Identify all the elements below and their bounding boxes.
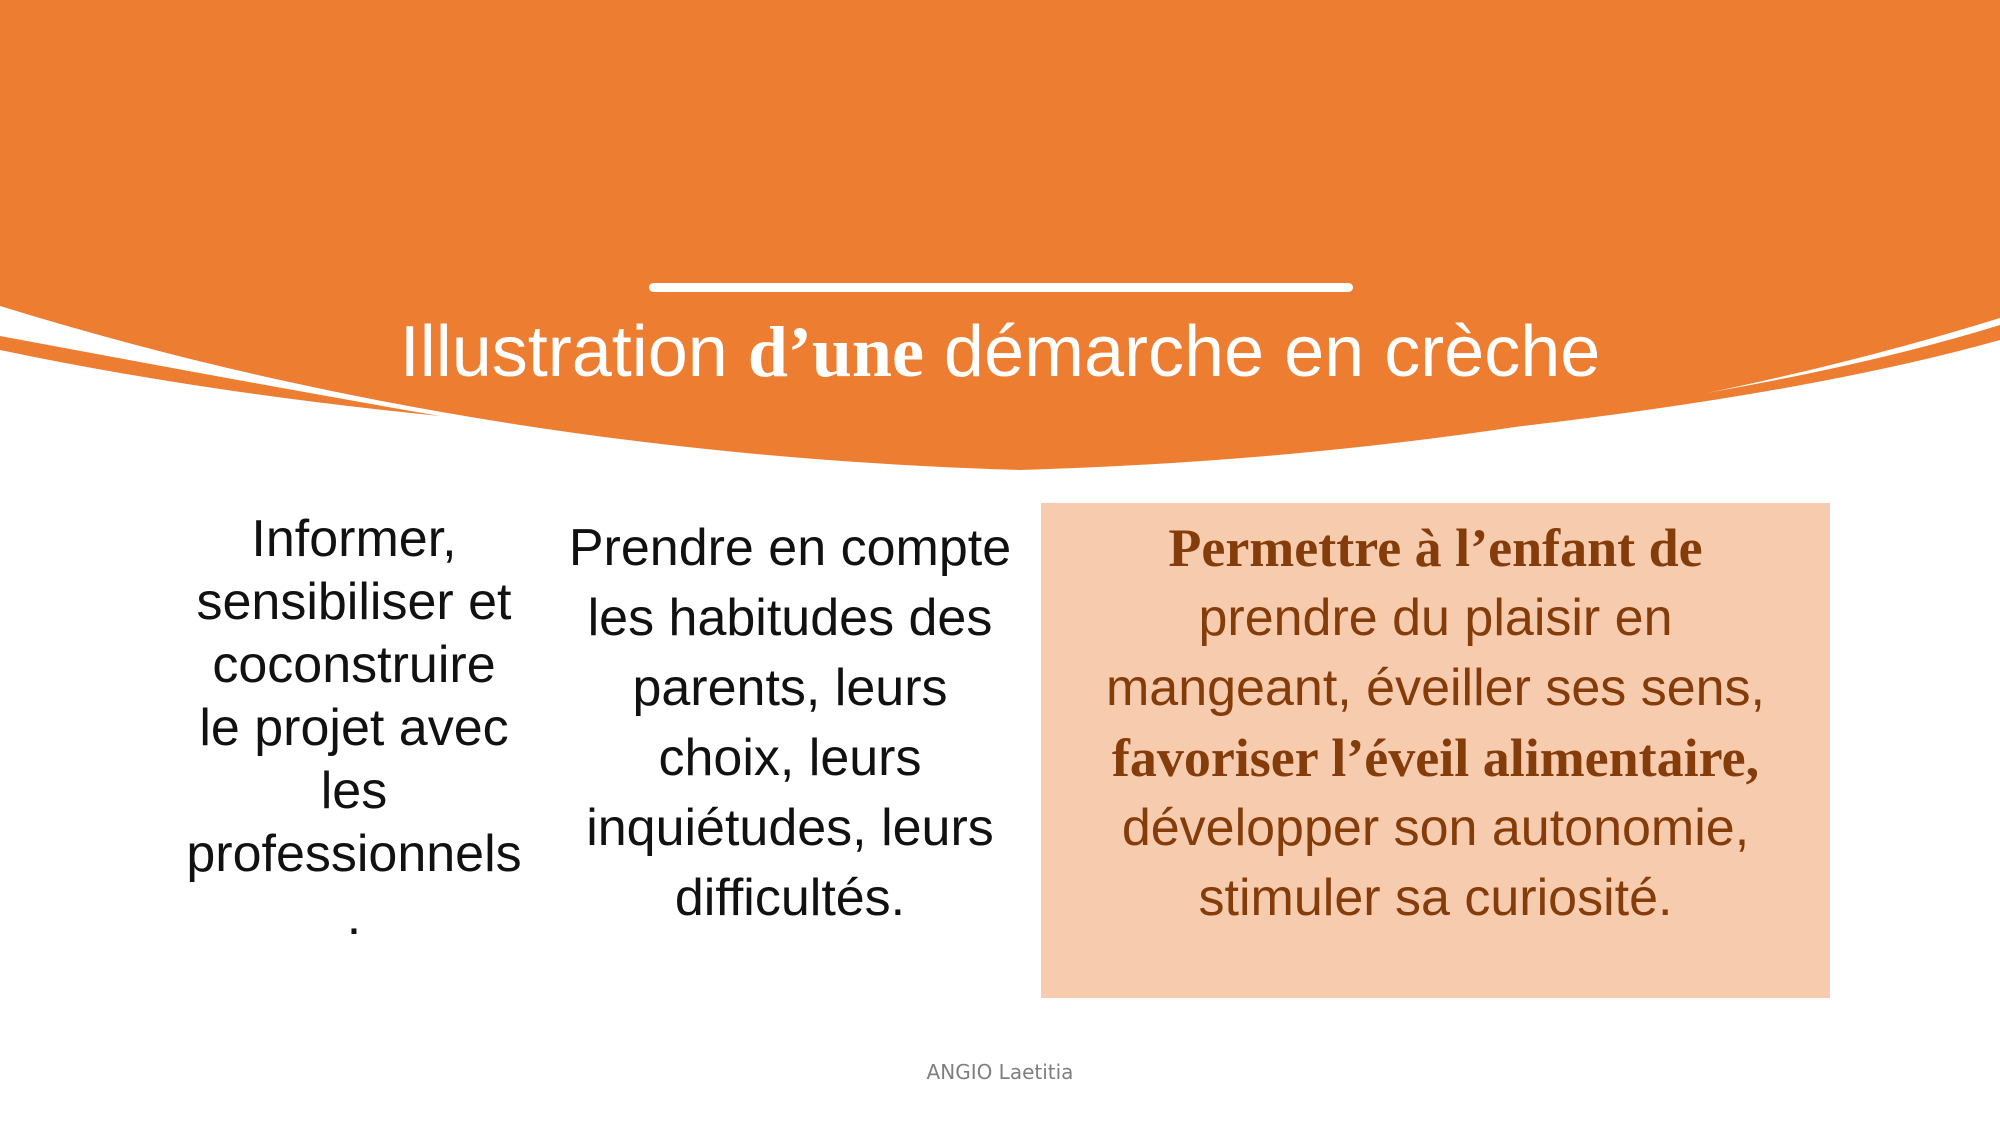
- footer-author: ANGIO Laetitia: [926, 1060, 1074, 1084]
- column1-line: le projet avec: [199, 699, 509, 757]
- column1-line: sensibiliser et: [196, 573, 512, 631]
- column2-line: les habitudes des: [587, 589, 993, 647]
- column2-line: inquiétudes, leurs: [586, 799, 994, 857]
- column1-line: professionnels: [186, 825, 522, 883]
- column1-line: coconstruire: [212, 636, 496, 694]
- title-part2: d’une: [747, 312, 924, 392]
- column3-line: prendre du plaisir en: [1198, 589, 1673, 647]
- column1-line: Informer,: [251, 510, 457, 568]
- slide-title: [0, 310, 2000, 394]
- title-underline: [649, 283, 1353, 292]
- column-child: [1041, 513, 1830, 933]
- column2-line: difficultés.: [674, 869, 906, 927]
- column3-line: développer son autonomie,: [1121, 799, 1750, 857]
- column2-line: Prendre en compte: [568, 519, 1012, 577]
- column3-line-bold: Permettre à l’enfant de: [1168, 518, 1703, 578]
- column1-line: les: [320, 762, 388, 820]
- column2-line: parents, leurs: [632, 659, 948, 717]
- title-part3: démarche en crèche: [923, 312, 1601, 392]
- column3-line-bold: favoriser l’éveil alimentaire,: [1111, 728, 1760, 788]
- header-banner: [0, 0, 2000, 480]
- column3-line: stimuler sa curiosité.: [1198, 869, 1673, 927]
- column2-line: choix, leurs: [658, 729, 922, 787]
- column3-line: mangeant, éveiller ses sens,: [1105, 659, 1765, 717]
- column-parents: [555, 513, 1025, 933]
- title-part1: Illustration: [399, 312, 748, 392]
- column-inform: [160, 508, 548, 949]
- column1-line: .: [346, 888, 362, 946]
